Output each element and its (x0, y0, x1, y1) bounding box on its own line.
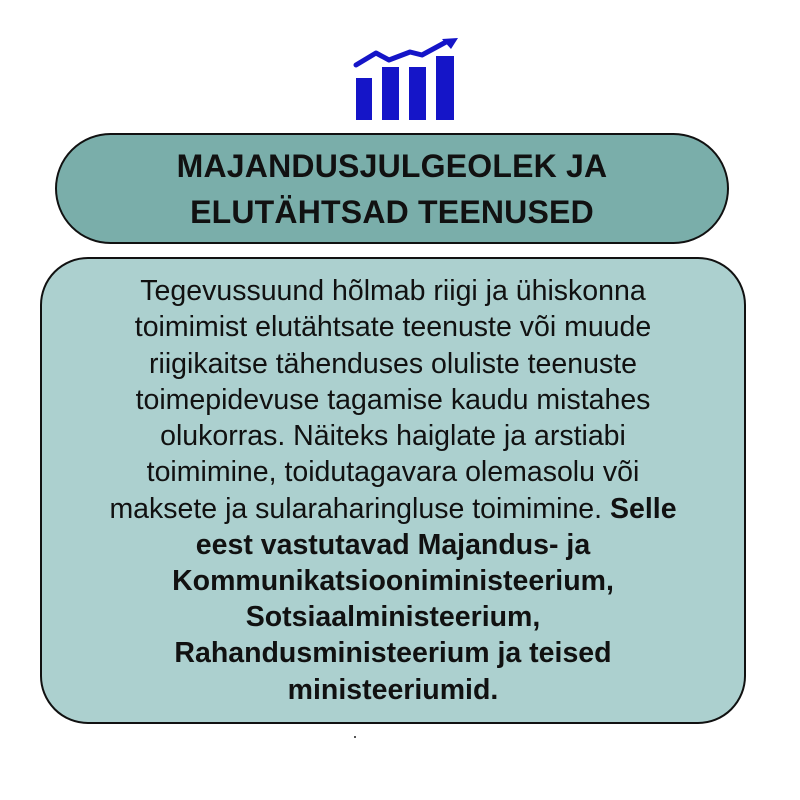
description-line: toimepidevuse tagamise kaudu mistahes (135, 383, 651, 416)
responsibility-line (109, 635, 676, 671)
responsibility-text: Kommunikatsiooniministeerium, (172, 564, 614, 597)
description-line: toimimine, toidutagavara olemasolu või (146, 456, 640, 489)
description-line: Tegevussuund hõlmab riigi ja ühiskonna (140, 275, 646, 308)
responsibility-line (109, 672, 676, 708)
title-box (55, 133, 729, 244)
icon-bar-3 (409, 67, 426, 120)
responsibility-text: ministeeriumid. (287, 673, 499, 706)
description-line: maksete ja sularaharingluse toimimine. (109, 492, 603, 525)
bar-chart-growth-icon (350, 36, 462, 122)
responsibility-line (109, 527, 676, 563)
responsibility-line (109, 599, 676, 635)
title-line-2: ELUTÄHTSAD TEENUSED (190, 193, 594, 230)
description-line: riigikaitse tähenduses oluliste teenuste (149, 347, 637, 380)
responsibility-text: Rahandusministeerium ja teised (174, 637, 612, 670)
description-line-mixed (109, 491, 676, 527)
description-box (40, 257, 746, 724)
responsibility-line (109, 563, 676, 599)
responsibility-lead: Selle (610, 492, 677, 525)
stray-dot (354, 736, 356, 738)
title-line-1: MAJANDUSJULGEOLEK JA (176, 147, 608, 184)
icon-trend-line (356, 42, 446, 65)
icon-bar-1 (356, 78, 372, 120)
description-line: olukorras. Näiteks haiglate ja arstiabi (160, 420, 626, 453)
icon-bar-2 (382, 67, 399, 120)
description-line: toimimist elutähtsate teenuste või muude (134, 311, 652, 344)
description-text (109, 273, 676, 707)
title-heading (177, 143, 608, 235)
responsibility-text: eest vastutavad Majandus- ja (195, 528, 591, 561)
responsibility-text: Sotsiaalministeerium, (245, 601, 541, 634)
icon-bar-4 (436, 56, 454, 120)
